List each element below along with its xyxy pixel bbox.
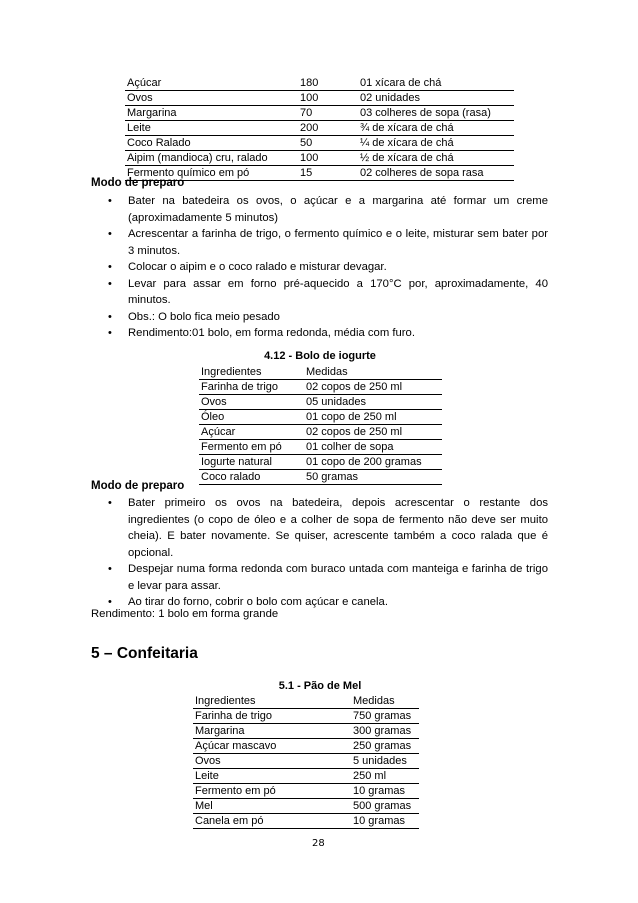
recipe-title-3: 5.1 - Pão de Mel [278, 680, 362, 692]
prep-step: • Ao tirar do forno, cobrir o bolo com açúcar e canela. [91, 594, 548, 611]
table1-cell: 02 colheres de sopa rasa [358, 166, 514, 181]
yield-text: Rendimento: 1 bolo em forma grande [91, 608, 279, 620]
table2-cell: 02 copos de 250 ml [304, 425, 442, 440]
table1-cell: 100 [298, 91, 358, 106]
table3-cell: Canela em pó [193, 814, 351, 829]
table2-cell: Coco ralado [199, 470, 304, 485]
table3-cell: Ovos [193, 754, 351, 769]
table3-header-cell: Ingredientes [193, 694, 351, 709]
table1-row [125, 106, 514, 121]
table1-cell: 100 [298, 151, 358, 166]
table1-cell: 180 [298, 76, 358, 91]
prep-step: • Obs.: O bolo fica meio pesado [91, 309, 548, 326]
table3-cell: 5 unidades [351, 754, 419, 769]
table2-cell: Iogurte natural [199, 455, 304, 470]
table1-cell: Ovos [125, 91, 298, 106]
table1-cell: Leite [125, 121, 298, 136]
table1-row [125, 76, 514, 91]
table1-cell: ¾ de xícara de chá [358, 121, 514, 136]
table3-row [193, 814, 419, 829]
table3-cell: Farinha de trigo [193, 709, 351, 724]
ingredients-table-1 [125, 76, 514, 181]
table2-row [199, 455, 442, 470]
table1-row [125, 136, 514, 151]
table3-row [193, 739, 419, 754]
table2-cell: Ovos [199, 395, 304, 410]
table2-header-cell: Ingredientes [199, 365, 304, 380]
prep-step: • Colocar o aipim e o coco ralado e misturar devagar. [91, 259, 548, 276]
table3-cell: 500 gramas [351, 799, 419, 814]
table3-cell: Fermento em pó [193, 784, 351, 799]
table1-cell: 15 [298, 166, 358, 181]
recipe-title-2: 4.12 - Bolo de iogurte [264, 350, 376, 362]
table3-cell: 250 ml [351, 769, 419, 784]
ingredients-table-3 [193, 694, 419, 829]
table1-cell: Aipim (mandioca) cru, ralado [125, 151, 298, 166]
prep-heading-1: Modo de preparo [91, 177, 185, 189]
table3-cell: 250 gramas [351, 739, 419, 754]
ingredients-table-2 [199, 365, 442, 485]
table2-cell: 01 copo de 250 ml [304, 410, 442, 425]
table3-cell: 10 gramas [351, 814, 419, 829]
prep-step: • Bater primeiro os ovos na batedeira, depois acrescentar o restante dos ingredientes (o copo de óleo e a colher de sopa de fermento não deve ser muito cheia). E bater novamente. Se quiser, acrescente também a coco ralada que é opcional. [91, 495, 548, 561]
table2-row [199, 470, 442, 485]
table1-cell: 02 unidades [358, 91, 514, 106]
table3-cell: Leite [193, 769, 351, 784]
prep-step: • Acrescentar a farinha de trigo, o fermento químico e o leite, misturar sem bater por 3 minutos. [91, 226, 548, 259]
table1-row [125, 121, 514, 136]
table3-row [193, 724, 419, 739]
table3-row [193, 769, 419, 784]
table2-cell: 05 unidades [304, 395, 442, 410]
table2-cell: 01 colher de sopa [304, 440, 442, 455]
table3-cell: 10 gramas [351, 784, 419, 799]
table1-cell: 70 [298, 106, 358, 121]
section-title: 5 – Confeitaria [91, 645, 198, 662]
table3-row [193, 784, 419, 799]
table2-row [199, 440, 442, 455]
table3-row [193, 799, 419, 814]
table1-cell: 200 [298, 121, 358, 136]
table3-cell: Açúcar mascavo [193, 739, 351, 754]
prep-heading-2: Modo de preparo [91, 480, 185, 492]
table3-row [193, 754, 419, 769]
table1-row [125, 91, 514, 106]
prep-step: • Despejar numa forma redonda com buraco untada com manteiga e farinha de trigo e levar para assar. [91, 561, 548, 594]
table2-row [199, 395, 442, 410]
table3-cell: Margarina [193, 724, 351, 739]
table3-cell: Mel [193, 799, 351, 814]
table2-header-cell: Medidas [304, 365, 442, 380]
prep-steps-2 [91, 495, 548, 611]
table1-cell: 01 xícara de chá [358, 76, 514, 91]
table2-header-row [199, 365, 442, 380]
table1-cell: ¼ de xícara de chá [358, 136, 514, 151]
table1-row [125, 151, 514, 166]
table1-cell: Açúcar [125, 76, 298, 91]
table2-cell: 01 copo de 200 gramas [304, 455, 442, 470]
prep-step: • Bater na batedeira os ovos, o açúcar e a margarina até formar um creme (aproximadamente 5 minutos) [91, 193, 548, 226]
table2-cell: Fermento em pó [199, 440, 304, 455]
table1-cell: 03 colheres de sopa (rasa) [358, 106, 514, 121]
table3-row [193, 709, 419, 724]
table1-cell: Margarina [125, 106, 298, 121]
prep-step: • Levar para assar em forno pré-aquecido a 170°C por, aproximadamente, 40 minutos. [91, 276, 548, 309]
table2-cell: 50 gramas [304, 470, 442, 485]
table2-cell: Óleo [199, 410, 304, 425]
table2-cell: Farinha de trigo [199, 380, 304, 395]
table3-cell: 750 gramas [351, 709, 419, 724]
table3-header-cell: Medidas [351, 694, 419, 709]
table1-cell: Fermento químico em pó [125, 166, 298, 181]
table1-cell: 50 [298, 136, 358, 151]
table2-row [199, 410, 442, 425]
table1-cell: ½ de xícara de chá [358, 151, 514, 166]
table2-row [199, 380, 442, 395]
table1-cell: Coco Ralado [125, 136, 298, 151]
page-number: 28 [312, 838, 325, 849]
prep-step: • Rendimento:01 bolo, em forma redonda, média com furo. [91, 325, 548, 342]
table2-cell: Açúcar [199, 425, 304, 440]
table3-cell: 300 gramas [351, 724, 419, 739]
table3-header-row [193, 694, 419, 709]
table2-cell: 02 copos de 250 ml [304, 380, 442, 395]
prep-steps-1 [91, 193, 548, 342]
table2-row [199, 425, 442, 440]
